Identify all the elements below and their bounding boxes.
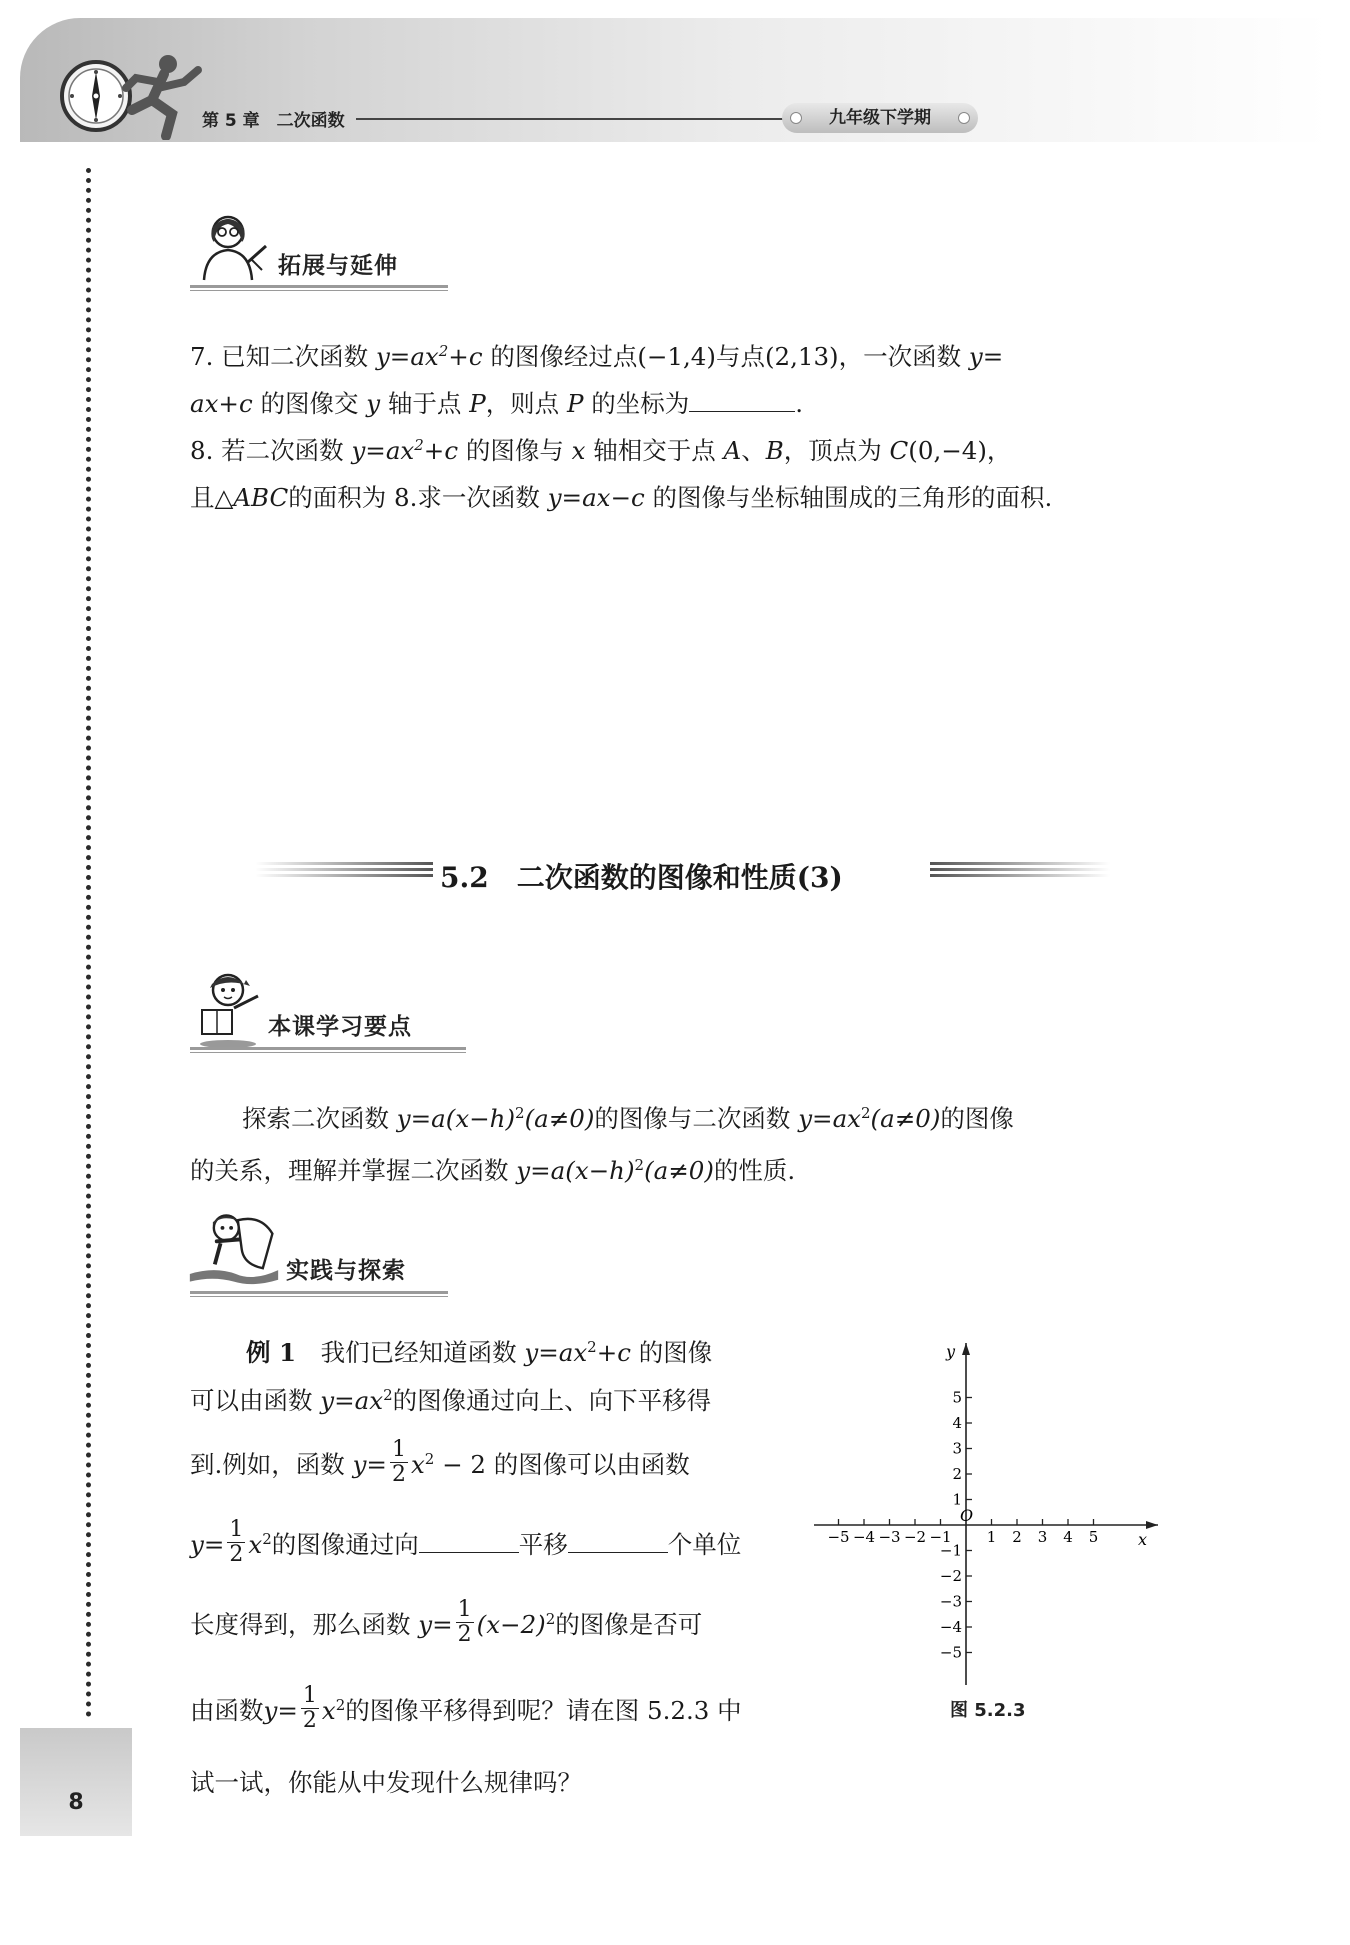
y-tick-label: −2 <box>939 1567 962 1585</box>
section-practice-underline <box>190 1291 448 1297</box>
x-tick-label: −5 <box>827 1528 850 1546</box>
grade-badge: 九年级下学期 <box>782 103 978 133</box>
x-axis-arrow <box>1146 1521 1158 1529</box>
dotted-margin <box>86 168 91 1718</box>
y-tick-label: −3 <box>939 1592 962 1611</box>
figure-caption: 图 5.2.3 <box>950 1700 1026 1721</box>
problem-7 <box>190 328 1180 427</box>
axes <box>814 1342 1158 1685</box>
section-practice-title: 实践与探索 <box>286 1258 406 1284</box>
x-axis-label: x <box>1138 1530 1148 1549</box>
key-points-line-2: 的关系，理解并掌握二次函数 $y=a(x-h)^2(a\ne 0)$的性质. <box>190 1156 796 1186</box>
student-reading-icon <box>188 970 268 1050</box>
units-blank[interactable] <box>568 1551 668 1553</box>
answer-blank[interactable] <box>689 410 795 412</box>
y-tick-label: −1 <box>939 1541 962 1560</box>
teacher-icon <box>190 212 270 282</box>
page-number: 8 <box>68 1790 84 1815</box>
chapter-label: 第 5 章 二次函数 <box>202 111 345 131</box>
example-1-line-3: 到.例如，函数 y= $\frac{1}{2}$ $x^2 - 2$ 的图像可以由函数 <box>190 1437 690 1487</box>
y-tick-label: 5 <box>952 1388 962 1407</box>
fraction-one-half: $\frac{1}{2}$ <box>391 1437 406 1487</box>
example-1-line-5: 长度得到，那么函数 y= $\frac{1}{2}$ $(x-2)^2$的图像是否可 <box>190 1597 703 1647</box>
key-points-line-1: 探索二次函数 $y=a(x-h)^2(a\ne 0)$的图像与二次函数 $y=ax^2(a\ne 0)$的图像 <box>242 1104 1014 1134</box>
y-tick-label: −4 <box>939 1618 962 1636</box>
problem-7-line-1: 7. 已知二次函数 $y=ax^2+c$ 的图像经过点(−1,4)与点(2,13)，一次函数 y= <box>190 342 1004 372</box>
key-points-text <box>190 1090 1180 1194</box>
y-tick-label: 4 <box>952 1414 962 1432</box>
x-tick-label: −3 <box>878 1528 901 1546</box>
example-1-line-1: 例 1 我们已经知道函数 $y=ax^2+c$ 的图像 <box>246 1337 713 1367</box>
example-1-line-7: 试一试，你能从中发现什么规律吗？ <box>190 1768 582 1797</box>
coordinate-grid <box>808 1335 1168 1695</box>
example-1-line-6: 由函数y= $\frac{1}{2}$ $x^2$的图像平移得到呢？请在图 5.2.3 中 <box>190 1683 742 1733</box>
x-tick-label: −1 <box>929 1528 952 1546</box>
problem-8-line-1: 8. 若二次函数 $y=ax^2+c$ 的图像与 x 轴相交于点 A、B，顶点为 C(0,−4)， <box>190 436 1012 466</box>
section-extension-underline <box>190 285 448 291</box>
runner-icon <box>118 52 204 140</box>
example-1-line-4: y= $\frac{1}{2}$ $x^2$的图像通过向 平移 个单位 <box>190 1517 742 1567</box>
y-tick-label: 3 <box>952 1439 962 1458</box>
fraction-one-half: $\frac{1}{2}$ <box>229 1517 244 1567</box>
origin-label: O <box>960 1506 974 1525</box>
x-tick-label: 1 <box>986 1528 997 1546</box>
problem-8-line-2: 且△ABC的面积为 8.求一次函数 y=ax−c 的图像与坐标轴围成的三角形的面积. <box>190 483 1053 513</box>
header-rule <box>356 118 784 120</box>
x-tick-label: 5 <box>1088 1528 1099 1546</box>
title-decoration-right <box>930 862 1110 880</box>
example-1-line-2: 可以由函数 $y=ax^2$的图像通过向上、向下平移得 <box>190 1385 712 1415</box>
x-tick-label: 3 <box>1037 1528 1048 1546</box>
x-tick-label: 2 <box>1012 1528 1022 1546</box>
section-extension-title: 拓展与延伸 <box>278 253 398 279</box>
student-surfing-icon <box>186 1210 282 1288</box>
x-tick-label: −4 <box>852 1528 876 1546</box>
y-tick-label: 2 <box>952 1465 962 1483</box>
problem-8 <box>190 422 1180 521</box>
page-number-box <box>20 1728 132 1836</box>
direction-blank[interactable] <box>419 1551 519 1553</box>
y-axis-label: y <box>946 1342 956 1361</box>
x-tick-label: −2 <box>903 1528 927 1546</box>
fraction-one-half: $\frac{1}{2}$ <box>457 1597 472 1647</box>
y-axis-arrow <box>962 1343 970 1355</box>
y-tick-label: −5 <box>939 1643 962 1662</box>
fraction-one-half: $\frac{1}{2}$ <box>302 1683 317 1733</box>
problem-7-line-2: ax+c 的图像交 y 轴于点 P，则点 P 的坐标为 . <box>190 389 804 419</box>
section-key-points-title: 本课学习要点 <box>268 1014 412 1040</box>
x-tick-label: 4 <box>1063 1528 1073 1546</box>
section-key-points-underline <box>190 1047 466 1053</box>
y-tick-label: 1 <box>952 1490 962 1509</box>
title-decoration-left <box>255 862 433 880</box>
lesson-title: 5.2 二次函数的图像和性质(3) <box>440 861 843 894</box>
